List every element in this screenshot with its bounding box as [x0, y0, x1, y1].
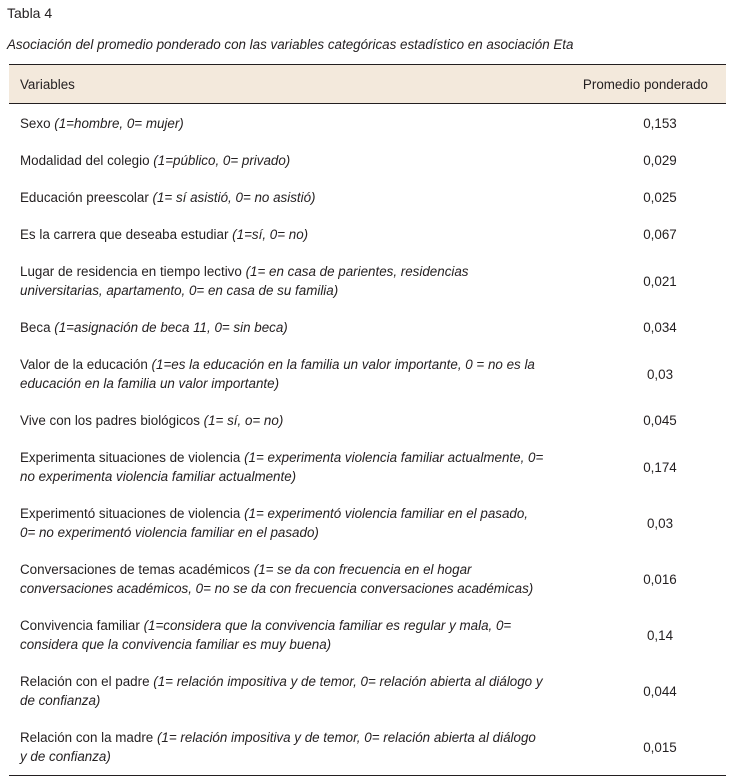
- table-row: [9, 719, 726, 776]
- variable-coding: (1= experimenta violencia familiar actualmente, 0= no experimenta violencia familiar actualmente): [20, 450, 544, 484]
- table-row: [9, 104, 726, 143]
- variable-coding: (1=es la educación en la familia un valor importante, 0 = no es la educación en la familia un valor importante): [20, 357, 535, 391]
- variable-coding: (1= en casa de parientes, residencias universitarias, apartamento, 0= en casa de su familia): [20, 264, 469, 298]
- promedio-value-cell: 0,03: [646, 366, 674, 382]
- variable-cell: [9, 253, 554, 309]
- variable-name: Convivencia familiar: [20, 618, 140, 633]
- table-body: [9, 104, 726, 776]
- variable-name: Conversaciones de temas académicos: [20, 562, 250, 577]
- variable-name: Experimentó situaciones de violencia: [20, 506, 241, 521]
- variable-name: Valor de la educación: [20, 357, 148, 372]
- table-row: [9, 439, 726, 495]
- variable-cell: [9, 719, 554, 776]
- variable-name: Relación con el padre: [20, 674, 150, 689]
- variable-cell: [9, 551, 554, 607]
- table-row: [9, 495, 726, 551]
- variable-name: Relación con la madre: [20, 730, 154, 745]
- variable-cell: [9, 346, 554, 402]
- promedio-value-cell: 0,067: [643, 227, 677, 242]
- variable-coding: (1=público, 0= privado): [153, 153, 291, 168]
- variable-cell: [9, 179, 554, 216]
- variable-coding: (1= relación impositiva y de temor, 0= relación abierta al diálogo y de confianza): [20, 674, 543, 708]
- variable-name: Sexo: [20, 115, 51, 131]
- table-row: [9, 179, 726, 216]
- variable-coding: (1= se da con frecuencia en el hogar conversaciones académicos, 0= no se da con frecuencia conversaciones académicas): [20, 562, 534, 596]
- column-header-variables: Variables: [9, 65, 554, 104]
- variable-cell: [9, 142, 554, 179]
- variable-name: Modalidad del colegio: [20, 153, 150, 168]
- variable-coding: (1=sí, 0= no): [232, 227, 309, 242]
- variable-coding: (1= relación impositiva y de temor, 0= relación abierta al diálogo y de confianza): [20, 730, 536, 764]
- table-row: [9, 663, 726, 719]
- variable-name: Lugar de residencia en tiempo lectivo: [20, 264, 242, 279]
- promedio-value-cell: 0,016: [643, 571, 677, 587]
- variable-cell: [9, 439, 554, 495]
- table-header-row: [9, 65, 726, 104]
- table-row: [9, 402, 726, 439]
- variable-coding: (1=asignación de beca 11, 0= sin beca): [54, 320, 288, 335]
- variable-coding: (1= sí, o= no): [203, 413, 284, 428]
- variable-coding: (1= sí asistió, 0= no asistió): [152, 190, 316, 205]
- promedio-value-cell: 0,021: [643, 273, 677, 289]
- variable-name: Beca: [20, 320, 51, 335]
- variable-name: Educación preescolar: [20, 190, 149, 205]
- table-row: [9, 309, 726, 346]
- variable-cell: [9, 402, 554, 439]
- table-row: [9, 551, 726, 607]
- variable-name: Experimenta situaciones de violencia: [20, 450, 241, 465]
- promedio-value-cell: 0,015: [554, 719, 726, 776]
- promedio-value-cell: 0,029: [643, 153, 677, 168]
- data-table: [9, 64, 726, 776]
- variable-cell: [9, 663, 554, 719]
- table-row: [9, 216, 726, 253]
- promedio-value-cell: 0,045: [643, 413, 677, 428]
- promedio-value-cell: 0,025: [643, 190, 677, 205]
- promedio-value-cell: 0,044: [643, 683, 677, 699]
- variable-coding: (1=hombre, 0= mujer): [54, 115, 184, 131]
- promedio-value-cell: 0,14: [646, 627, 674, 643]
- promedio-value-cell: 0,153: [643, 115, 677, 131]
- variable-name: Vive con los padres biológicos: [20, 413, 200, 428]
- variable-coding: (1= experimentó violencia familiar en el pasado, 0= no experimentó violencia familiar en el pasado): [20, 506, 529, 540]
- promedio-value-cell: 0,174: [643, 459, 677, 475]
- variable-coding: (1=considera que la convivencia familiar es regular y mala, 0= considera que la convivencia familiar es muy buena): [20, 618, 512, 652]
- variable-cell: [9, 495, 554, 551]
- variable-cell: [9, 309, 554, 346]
- column-header-promedio-ponderado: Promedio ponderado: [554, 65, 726, 104]
- table-row: [9, 346, 726, 402]
- promedio-value-cell: 0,03: [646, 515, 674, 531]
- table-row: [9, 607, 726, 663]
- variable-cell: [9, 104, 554, 143]
- table-row: [9, 142, 726, 179]
- variable-cell: [9, 216, 554, 253]
- variable-name: Es la carrera que deseaba estudiar: [20, 227, 229, 242]
- variable-cell: [9, 607, 554, 663]
- table-caption: Asociación del promedio ponderado con las variables categóricas estadístico en asociación Eta: [7, 37, 574, 52]
- table-label: Tabla 4: [7, 5, 53, 21]
- promedio-value-cell: 0,034: [643, 320, 677, 335]
- table-row: [9, 253, 726, 309]
